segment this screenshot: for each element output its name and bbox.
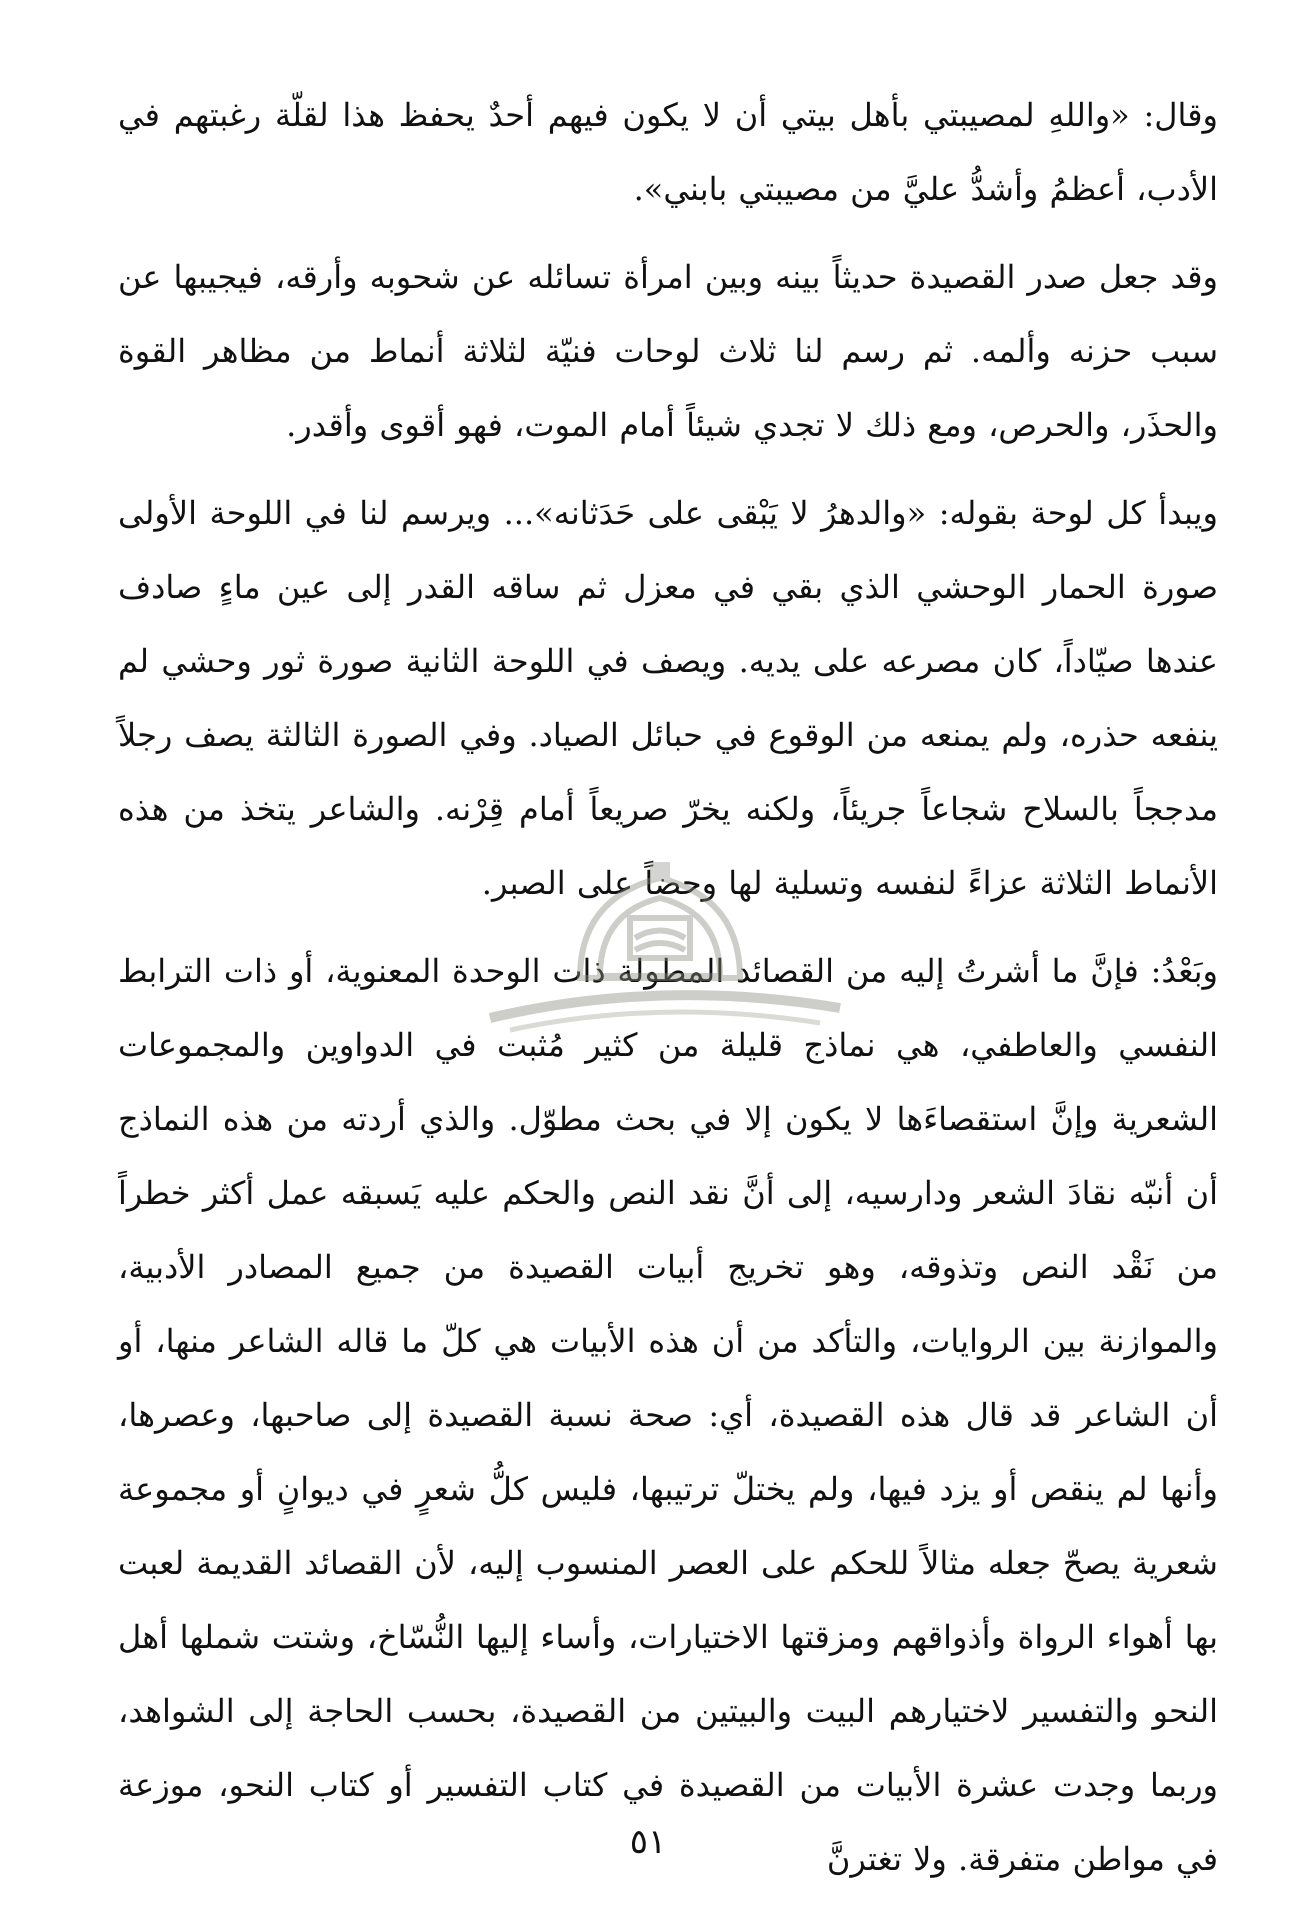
paragraph-three-panels: ويبدأ كل لوحة بقوله: «والدهرُ لا يَبْقى على حَدَثانه»... ويرسم لنا في اللوحة الأولى صورة الحمار الوحشي الذي بقي في معزل ثم ساقه القدر إلى عين ماءٍ صادف عندها صيّاداً، كان مصرعه على يديه. ويصف في اللوحة الثانية صورة ثور وحشي لم ينفعه حذره، ولم يمنعه من الوقوع في حبائل الصياد. وفي الصورة الثالثة يصف رجلاً مدججاً بالسلاح شجاعاً جريئاً، ولكنه يخرّ صريعاً أمام قِرْنه. والشاعر يتخذ من هذه الأنماط الثلاثة عزاءً لنفسه وتسلية لها وحضاً على الصبر.	[118, 494, 1219, 902]
paragraph-poem-intro: وقد جعل صدر القصيدة حديثاً بينه وبين امرأة تسائله عن شحوبه وأرقه، فيجيبها عن سبب حزنه وألمه. ثم رسم لنا ثلاث لوحات فنيّة لثلاثة أنماط من مظاهر القوة والحذَر، والحرص، ومع ذلك لا تجدي شيئاً أمام الموت، فهو أقوى وأقدر.	[118, 258, 1219, 444]
page-number: ٥١	[629, 1822, 667, 1862]
paragraph-quote: وقال: «واللهِ لمصيبتي بأهل بيتي أن لا يكون فيهم أحدٌ يحفظ هذا لقلّة رغبتهم في الأدب، أعظمُ وأشدُّ عليَّ من مصيبتي بابني».	[118, 96, 1218, 208]
body-text	[118, 78, 1218, 1910]
paragraph-conclusion: وبَعْدُ: فإنَّ ما أشرتُ إليه من القصائد المطولة ذات الوحدة المعنوية، أو ذات الترابط النفسي والعاطفي، هي نماذج قليلة من كثير مُثبت في الدواوين والمجموعات الشعرية وإنَّ استقصاءَها لا يكون إلا في بحث مطوّل. والذي أردته من هذه النماذج أن أنبّه نقادَ الشعر ودارسيه، إلى أنَّ نقد النص والحكم عليه يَسبقه عمل أكثر خطراً من نَقْد النص وتذوقه، وهو تخريج أبيات القصيدة من جميع المصادر الأدبية، والموازنة بين الروايات، والتأكد من أن هذه الأبيات هي كلّ ما قاله الشاعر منها، أو أن الشاعر قد قال هذه القصيدة، أي: صحة نسبة القصيدة إلى صاحبها، وعصرها، وأنها لم ينقص أو يزد فيها، ولم يختلّ ترتيبها، فليس كلُّ شعرٍ في ديوانٍ أو مجموعة شعرية يصحّ جعله مثالاً للحكم على العصر المنسوب إليه، لأن القصائد القديمة لعبت بها أهواء الرواة وأذواقهم ومزقتها الاختيارات، وأساء إليها النُّسّاخ، وشتت شملها أهل النحو والتفسير لاختيارهم البيت والبيتين من القصيدة، بحسب الحاجة إلى الشواهد، وربما وجدت عشرة الأبيات من القصيدة في كتاب التفسير أو كتاب النحو، موزعة في مواطن متفرقة. ولا تغترنَّ	[118, 952, 1219, 1878]
